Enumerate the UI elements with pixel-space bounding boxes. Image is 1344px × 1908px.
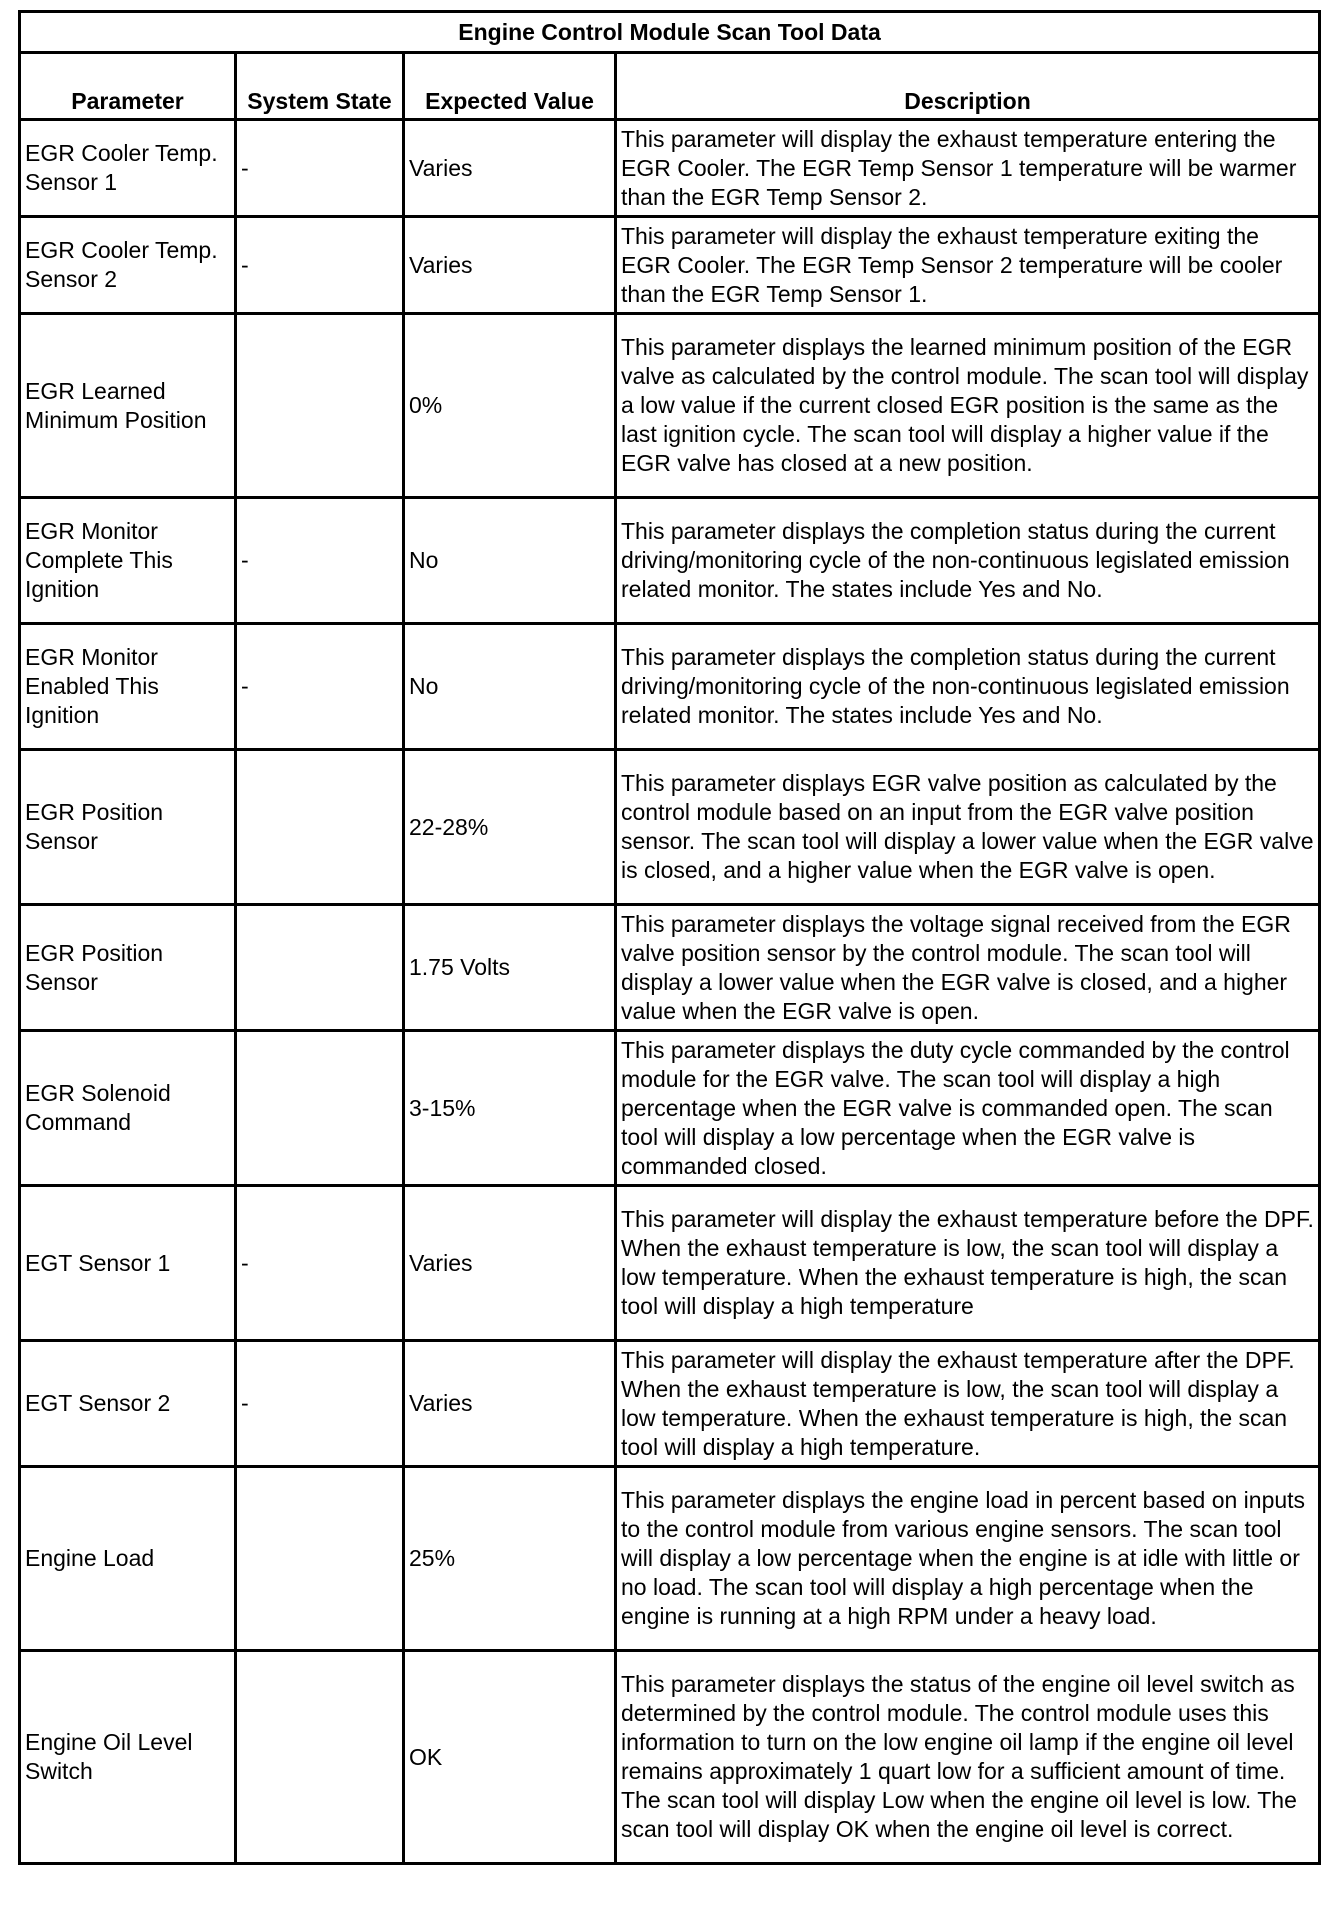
table-body bbox=[20, 120, 1320, 1864]
table-row bbox=[20, 750, 1320, 905]
parameter-cell: EGR Position Sensor bbox=[20, 750, 236, 905]
parameter-cell: EGR Monitor Complete This Ignition bbox=[20, 498, 236, 624]
table-row bbox=[20, 1467, 1320, 1651]
header-row bbox=[20, 53, 1320, 120]
table-row bbox=[20, 217, 1320, 314]
system-state-cell bbox=[236, 1031, 404, 1186]
expected-value-cell: OK bbox=[404, 1651, 616, 1864]
description-cell: This parameter displays the learned minimum position of the EGR valve as calculated by the control module. The scan tool will display a low value if the current closed EGR position is the same as the last ignition cycle. The scan tool will display a higher value if the EGR valve has closed at a new position. bbox=[616, 314, 1320, 498]
expected-value-cell: Varies bbox=[404, 217, 616, 314]
table-row bbox=[20, 905, 1320, 1031]
parameter-cell: EGR Position Sensor bbox=[20, 905, 236, 1031]
description-cell: This parameter displays the voltage signal received from the EGR valve position sensor by the control module. The scan tool will display a lower value when the EGR valve is closed, and a higher value when the EGR valve is open. bbox=[616, 905, 1320, 1031]
expected-value-cell: 1.75 Volts bbox=[404, 905, 616, 1031]
parameter-cell: EGR Cooler Temp. Sensor 1 bbox=[20, 120, 236, 217]
expected-value-cell: Varies bbox=[404, 1186, 616, 1341]
scan-tool-data-table bbox=[18, 10, 1321, 1865]
system-state-cell: - bbox=[236, 120, 404, 217]
expected-value-cell: 3-15% bbox=[404, 1031, 616, 1186]
system-state-cell: - bbox=[236, 1341, 404, 1467]
header-parameter: Parameter bbox=[20, 53, 236, 120]
description-cell: This parameter displays the completion status during the current driving/monitoring cycle of the non-continuous legislated emission related monitor. The states include Yes and No. bbox=[616, 498, 1320, 624]
description-cell: This parameter displays the status of the engine oil level switch as determined by the control module. The control module uses this information to turn on the low engine oil lamp if the engine oil level remains approximately 1 quart low for a sufficient amount of time. The scan tool will display Low when the engine oil level is low. The scan tool will display OK when the engine oil level is correct. bbox=[616, 1651, 1320, 1864]
system-state-cell: - bbox=[236, 624, 404, 750]
system-state-cell bbox=[236, 1651, 404, 1864]
table-row bbox=[20, 498, 1320, 624]
system-state-cell bbox=[236, 1467, 404, 1651]
system-state-cell bbox=[236, 905, 404, 1031]
table-row bbox=[20, 1341, 1320, 1467]
expected-value-cell: No bbox=[404, 624, 616, 750]
system-state-cell bbox=[236, 750, 404, 905]
parameter-cell: EGT Sensor 2 bbox=[20, 1341, 236, 1467]
table-row bbox=[20, 314, 1320, 498]
system-state-cell: - bbox=[236, 217, 404, 314]
table-row bbox=[20, 624, 1320, 750]
expected-value-cell: No bbox=[404, 498, 616, 624]
parameter-cell: EGR Learned Minimum Position bbox=[20, 314, 236, 498]
expected-value-cell: Varies bbox=[404, 120, 616, 217]
table-row bbox=[20, 1031, 1320, 1186]
description-cell: This parameter displays the engine load in percent based on inputs to the control module from various engine sensors. The scan tool will display a low percentage when the engine is at idle with little or no load. The scan tool will display a high percentage when the engine is running at a high RPM under a heavy load. bbox=[616, 1467, 1320, 1651]
table-row bbox=[20, 1651, 1320, 1864]
expected-value-cell: 25% bbox=[404, 1467, 616, 1651]
system-state-cell bbox=[236, 314, 404, 498]
parameter-cell: EGT Sensor 1 bbox=[20, 1186, 236, 1341]
parameter-cell: EGR Cooler Temp. Sensor 2 bbox=[20, 217, 236, 314]
title-row bbox=[20, 12, 1320, 53]
expected-value-cell: 0% bbox=[404, 314, 616, 498]
expected-value-cell: Varies bbox=[404, 1341, 616, 1467]
parameter-cell: Engine Oil Level Switch bbox=[20, 1651, 236, 1864]
table-title: Engine Control Module Scan Tool Data bbox=[20, 12, 1320, 53]
table-row bbox=[20, 120, 1320, 217]
description-cell: This parameter displays the duty cycle commanded by the control module for the EGR valve. The scan tool will display a high percentage when the EGR valve is commanded open. The scan tool will display a low percentage when the EGR valve is commanded closed. bbox=[616, 1031, 1320, 1186]
header-system-state: System State bbox=[236, 53, 404, 120]
description-cell: This parameter will display the exhaust temperature exiting the EGR Cooler. The EGR Temp Sensor 2 temperature will be cooler than the EGR Temp Sensor 1. bbox=[616, 217, 1320, 314]
description-cell: This parameter will display the exhaust temperature entering the EGR Cooler. The EGR Temp Sensor 1 temperature will be warmer than the EGR Temp Sensor 2. bbox=[616, 120, 1320, 217]
parameter-cell: Engine Load bbox=[20, 1467, 236, 1651]
parameter-cell: EGR Solenoid Command bbox=[20, 1031, 236, 1186]
system-state-cell: - bbox=[236, 1186, 404, 1341]
expected-value-cell: 22-28% bbox=[404, 750, 616, 905]
description-cell: This parameter displays EGR valve position as calculated by the control module based on an input from the EGR valve position sensor. The scan tool will display a lower value when the EGR valve is closed, and a higher value when the EGR valve is open. bbox=[616, 750, 1320, 905]
parameter-cell: EGR Monitor Enabled This Ignition bbox=[20, 624, 236, 750]
description-cell: This parameter will display the exhaust temperature before the DPF. When the exhaust temperature is low, the scan tool will display a low temperature. When the exhaust temperature is high, the scan tool will display a high temperature bbox=[616, 1186, 1320, 1341]
header-expected-value: Expected Value bbox=[404, 53, 616, 120]
description-cell: This parameter will display the exhaust temperature after the DPF. When the exhaust temperature is low, the scan tool will display a low temperature. When the exhaust temperature is high, the scan tool will display a high temperature. bbox=[616, 1341, 1320, 1467]
description-cell: This parameter displays the completion status during the current driving/monitoring cycle of the non-continuous legislated emission related monitor. The states include Yes and No. bbox=[616, 624, 1320, 750]
header-description: Description bbox=[616, 53, 1320, 120]
table-row bbox=[20, 1186, 1320, 1341]
system-state-cell: - bbox=[236, 498, 404, 624]
